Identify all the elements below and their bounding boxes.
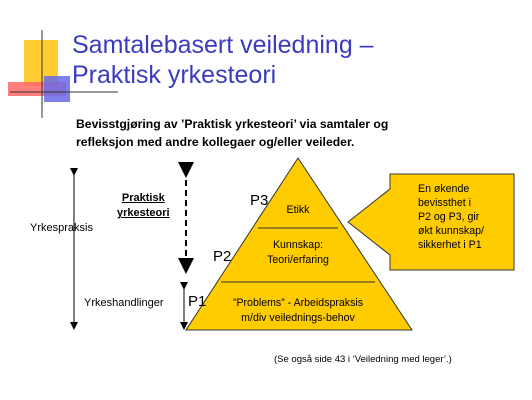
level-p2-text-line-2: Teori/erfaring: [267, 254, 329, 266]
callout-line-1: En økende: [418, 183, 470, 195]
reference-note: (Se også side 43 i ’Veiledning med leger’.): [274, 354, 452, 365]
title-line-2: Praktisk yrkesteori: [72, 61, 277, 89]
callout-line-4: økt kunnskap/: [418, 225, 484, 237]
level-p2-label: P2: [213, 248, 232, 265]
callout-line-3: P2 og P3, gir: [418, 211, 480, 223]
callout-line-5: sikkerhet i P1: [418, 239, 482, 251]
callout-text: [418, 182, 510, 252]
level-p1-text-line-1: ”Problems” - Arbeidspraksis: [232, 297, 364, 309]
praktisk-line: Praktisk: [121, 192, 165, 204]
level-p1-text-line-2: m/div veilednings-behov: [241, 312, 355, 324]
level-p2-text-line-1: Kunnskap:: [272, 239, 324, 251]
title-line-1: Samtalebasert veiledning –: [72, 31, 374, 59]
level-p1-label: P1: [188, 293, 207, 310]
level-p3-label: P3: [250, 192, 269, 209]
yrkeshandlinger-label: Yrkeshandlinger: [84, 297, 164, 309]
level-p3-text: Etikk: [286, 204, 310, 216]
callout-line-2: bevissthet i: [418, 197, 471, 209]
yrkespraksis-label: Yrkespraksis: [30, 222, 93, 234]
subtitle-line-2: refleksjon med andre kollegaer og/eller veileder.: [76, 135, 355, 149]
praktisk-yrkesteori-label: [117, 191, 170, 221]
yrkesteori-line: yrkesteori: [117, 207, 170, 219]
subtitle-line-1: Bevisstgjøring av ’Praktisk yrkesteori’ via samtaler og: [76, 117, 389, 131]
